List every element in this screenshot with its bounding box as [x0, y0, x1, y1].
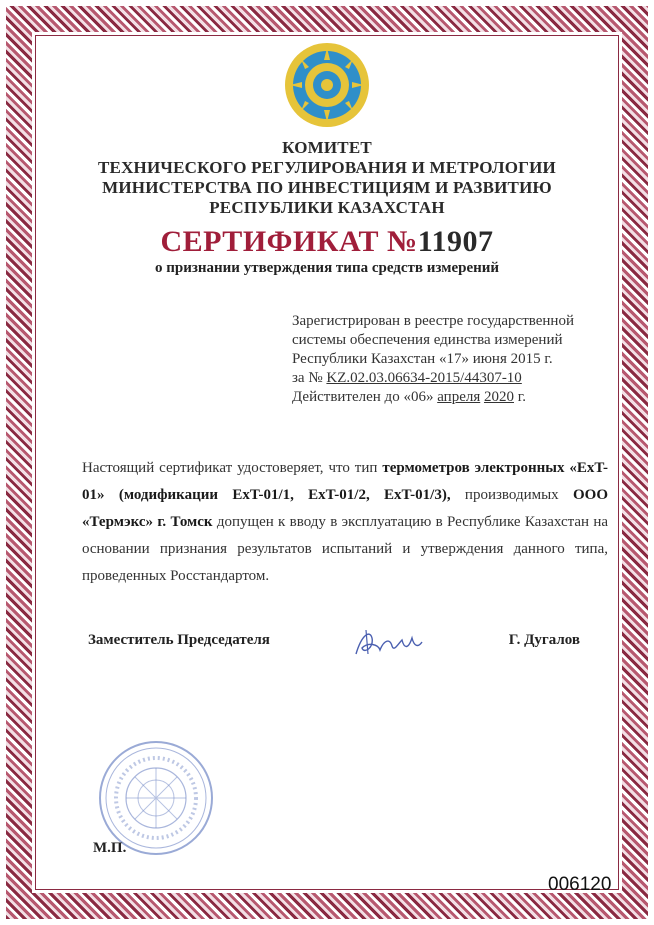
- validity-line: [292, 388, 612, 407]
- signature-row: [88, 628, 608, 668]
- handwritten-signature-icon: [348, 624, 428, 664]
- registration-number-prefix: за №: [292, 370, 327, 386]
- state-emblem-icon: [282, 40, 372, 130]
- header-line-3: МИНИСТЕРСТВА ПО ИНВЕСТИЦИЯМ И РАЗВИТИЮ: [102, 178, 552, 197]
- certificate-number: 11907: [417, 225, 494, 258]
- validity-suffix: г.: [513, 389, 526, 405]
- body-manufacturer: ООО «Термэкс» г. Томск: [82, 487, 609, 530]
- serial-number: 006120: [548, 874, 612, 895]
- issuing-authority: [60, 138, 594, 218]
- body-instrument-type: термометров электронных «ExT-01» (модификации ExT-01/1, ExT-01/2, ExT-01/3),: [82, 460, 608, 503]
- header-line-4: РЕСПУБЛИКИ КАЗАХСТАН: [209, 198, 445, 217]
- validity-prefix: Действителен до «06»: [292, 389, 438, 405]
- certificate-title-label: СЕРТИФИКАТ №: [160, 225, 418, 258]
- validity-month: апреля: [437, 389, 481, 405]
- certificate-body: [82, 455, 608, 590]
- certificate-title: [60, 225, 594, 259]
- validity-year: 2020: [483, 389, 514, 405]
- registration-line-3: Республики Казахстан «17» июня 2015 г.: [292, 351, 553, 367]
- registration-number: KZ.02.03.06634-2015/44307-10: [326, 370, 522, 386]
- signatory-position: Заместитель Председателя: [88, 632, 270, 648]
- registration-line-2: системы обеспечения единства измерений: [292, 332, 563, 348]
- certificate-subtitle: о признании утверждения типа средств измерений: [154, 260, 500, 276]
- body-part-2: производимых: [450, 487, 573, 503]
- header-line-1: КОМИТЕТ: [282, 138, 372, 157]
- registration-line-1: Зарегистрирован в реестре государственной: [292, 313, 574, 329]
- header-line-2: ТЕХНИЧЕСКОГО РЕГУЛИРОВАНИЯ И МЕТРОЛОГИИ: [98, 158, 556, 177]
- registration-line-4: [292, 369, 612, 388]
- body-part-1: Настоящий сертификат удостоверяет, что тип: [82, 460, 383, 476]
- body-part-3: допущен к вводу в эксплуатацию в Республике Казахстан на основании признания результатов испытаний и утверждения данного типа, проведенных Росстандартом.: [82, 514, 609, 584]
- stamp-place-label: М.П.: [93, 840, 127, 856]
- registration-block: [292, 312, 612, 407]
- signatory-name: Г. Дугалов: [508, 632, 580, 648]
